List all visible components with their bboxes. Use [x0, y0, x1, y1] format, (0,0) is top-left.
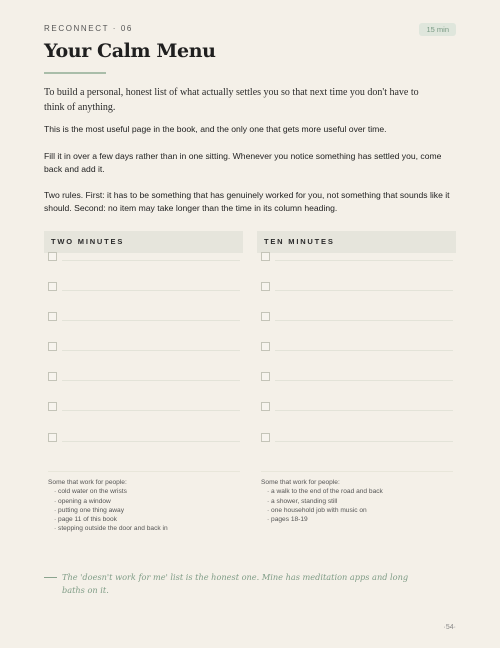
- write-line[interactable]: [62, 350, 240, 351]
- examples-list: [48, 478, 240, 534]
- examples-label: Some that work for people:: [261, 479, 340, 486]
- examples-label: Some that work for people:: [48, 479, 127, 486]
- write-line[interactable]: [275, 320, 453, 321]
- checkbox[interactable]: [48, 282, 57, 291]
- write-line[interactable]: [275, 441, 453, 442]
- page-number: ·54·: [443, 624, 456, 631]
- quote-dash: [44, 577, 57, 578]
- section-eyebrow: RECONNECT · 06: [44, 24, 133, 33]
- example-item: · stepping outside the door and back in: [54, 525, 168, 533]
- column-two-minutes: [44, 231, 243, 533]
- list-item[interactable]: [261, 372, 453, 388]
- list-item[interactable]: [48, 342, 240, 358]
- margin-quote: The 'doesn't work for me' list is the honest one. Mine has meditation apps and long baths on it.: [62, 572, 409, 595]
- example-item: · pages 18-19: [267, 516, 308, 524]
- intro-paragraph-2: Fill it in over a few days rather than in one sitting. Whenever you notice something has settled you, come back and add it.: [44, 151, 442, 174]
- checkbox[interactable]: [261, 252, 270, 261]
- write-line[interactable]: [62, 290, 240, 291]
- checkbox[interactable]: [261, 312, 270, 321]
- write-line[interactable]: [275, 290, 453, 291]
- checkbox[interactable]: [261, 282, 270, 291]
- example-item: · opening a window: [54, 497, 111, 505]
- checkbox[interactable]: [48, 433, 57, 442]
- write-line[interactable]: [62, 260, 240, 261]
- intro-lead: To build a personal, honest list of what actually settles you so that next time you don't have to think of anything.: [44, 87, 419, 113]
- write-line[interactable]: [275, 410, 453, 411]
- intro-paragraph-3: Two rules. First: it has to be something that has genuinely worked for you, not something that sounds like it should. Second: no item may take longer than the time in its column heading.: [44, 190, 450, 213]
- examples-list: [261, 478, 453, 524]
- column-heading: TWO MINUTES: [44, 231, 243, 253]
- checkbox[interactable]: [261, 402, 270, 411]
- intro-paragraph-1: This is the most useful page in the book, and the only one that gets more useful over time.: [44, 124, 387, 134]
- list-item[interactable]: [48, 433, 240, 449]
- column-bottom-rule: [261, 471, 453, 472]
- checkbox[interactable]: [48, 372, 57, 381]
- list-item[interactable]: [261, 312, 453, 328]
- column-ten-minutes: [257, 231, 456, 524]
- checkbox[interactable]: [48, 402, 57, 411]
- list-item[interactable]: [261, 282, 453, 298]
- checkbox[interactable]: [48, 252, 57, 261]
- example-item: · cold water on the wrists: [54, 488, 127, 496]
- list-item[interactable]: [261, 342, 453, 358]
- list-item[interactable]: [48, 402, 240, 418]
- write-line[interactable]: [62, 380, 240, 381]
- list-item[interactable]: [48, 252, 240, 268]
- checkbox[interactable]: [48, 342, 57, 351]
- write-line[interactable]: [275, 380, 453, 381]
- checkbox[interactable]: [261, 372, 270, 381]
- title-underline: [44, 72, 106, 74]
- example-item: · putting one thing away: [54, 506, 125, 514]
- write-line[interactable]: [275, 350, 453, 351]
- checkbox[interactable]: [48, 312, 57, 321]
- write-line[interactable]: [62, 410, 240, 411]
- example-item: · one household job with music on: [267, 506, 367, 514]
- write-line[interactable]: [62, 320, 240, 321]
- example-item: · a shower, standing still: [267, 497, 338, 505]
- list-item[interactable]: [48, 372, 240, 388]
- list-item[interactable]: [261, 433, 453, 449]
- list-item[interactable]: [48, 312, 240, 328]
- list-item[interactable]: [261, 402, 453, 418]
- example-item: · a walk to the end of the road and back: [267, 488, 383, 496]
- time-badge: 15 min: [419, 23, 456, 36]
- write-line[interactable]: [62, 441, 240, 442]
- page-title: Your Calm Menu: [44, 40, 216, 62]
- column-bottom-rule: [48, 471, 240, 472]
- checkbox[interactable]: [261, 433, 270, 442]
- column-heading: TEN MINUTES: [257, 231, 456, 253]
- checkbox[interactable]: [261, 342, 270, 351]
- example-item: · page 11 of this book: [54, 516, 117, 524]
- list-item[interactable]: [261, 252, 453, 268]
- write-line[interactable]: [275, 260, 453, 261]
- list-item[interactable]: [48, 282, 240, 298]
